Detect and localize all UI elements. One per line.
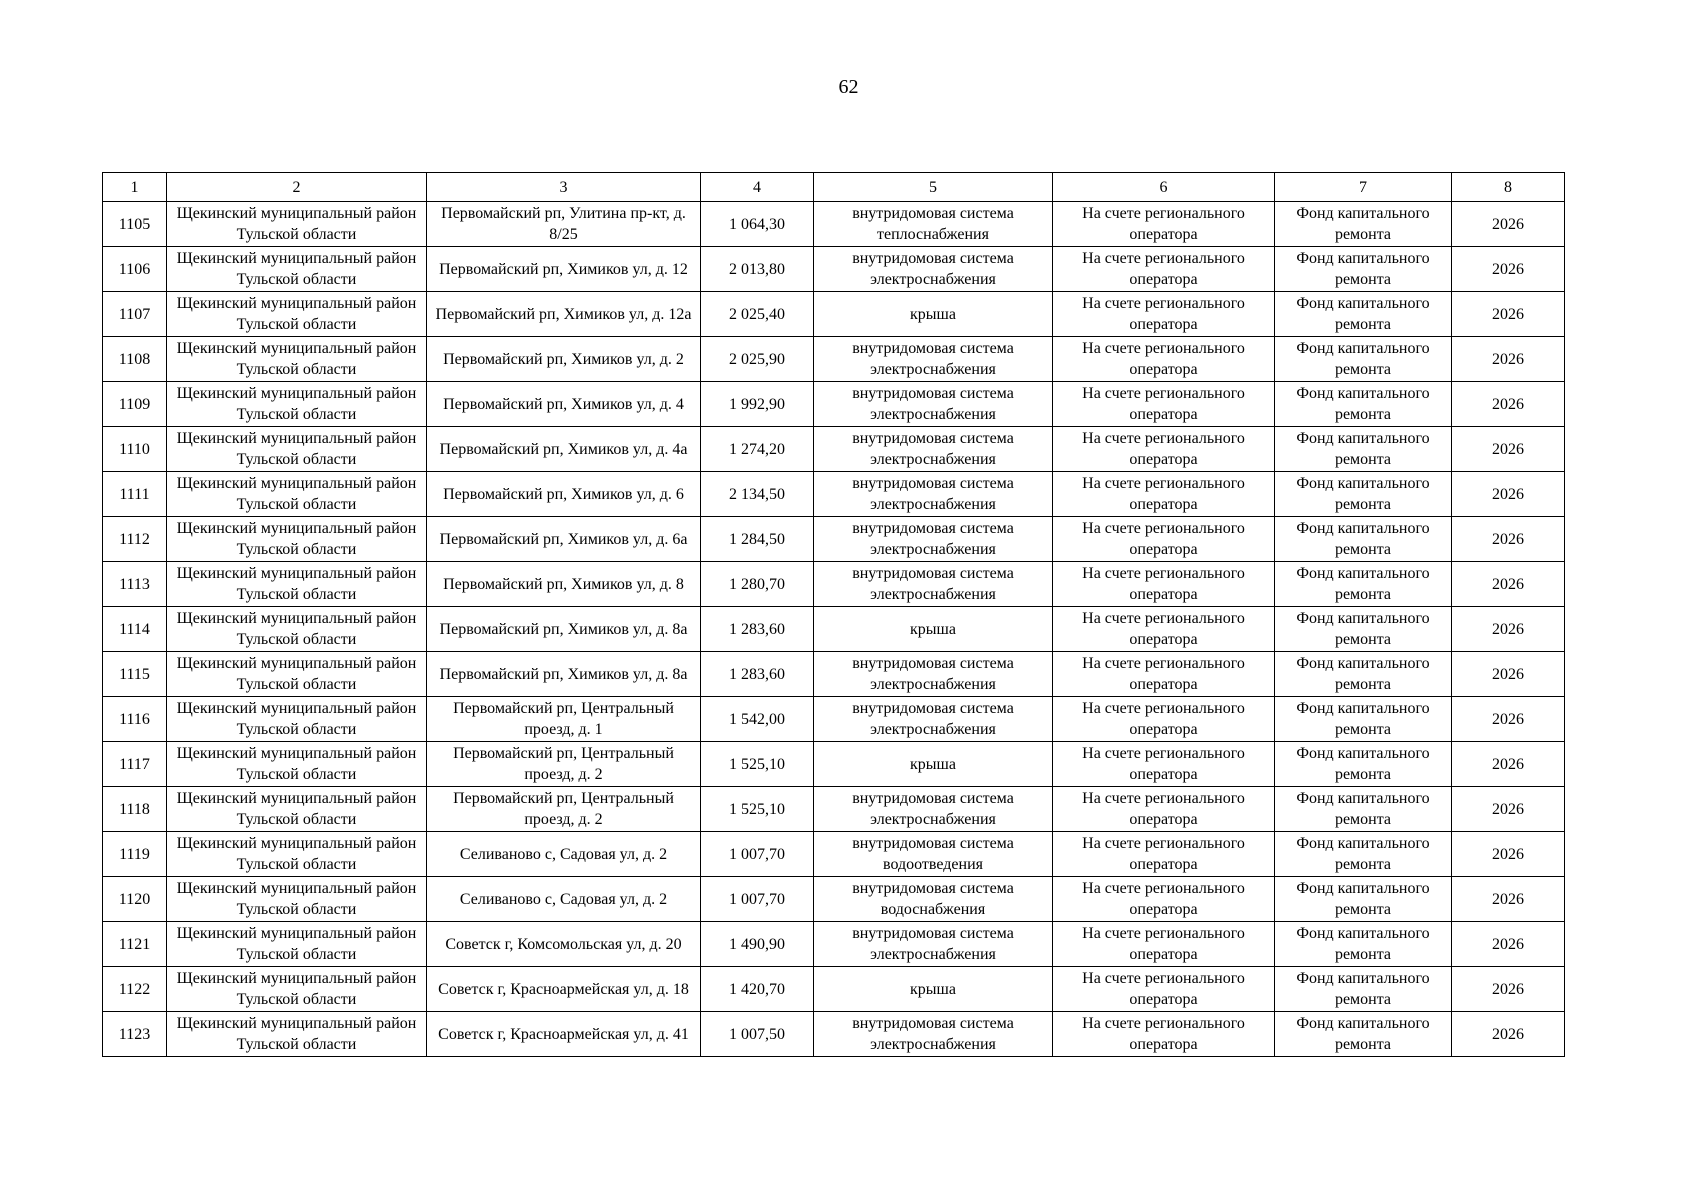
address-cell: Первомайский рп, Химиков ул, д. 4а xyxy=(427,427,701,472)
column-header-8: 8 xyxy=(1452,173,1565,202)
funding-source-cell: Фонд капитального ремонта xyxy=(1275,247,1452,292)
municipality-cell: Щекинский муниципальный район Тульской области xyxy=(167,607,427,652)
row-number-cell: 1106 xyxy=(103,247,167,292)
table-row xyxy=(103,967,1565,1012)
row-number-cell: 1111 xyxy=(103,472,167,517)
funding-source-cell: Фонд капитального ремонта xyxy=(1275,922,1452,967)
funding-source-cell: Фонд капитального ремонта xyxy=(1275,652,1452,697)
table-row xyxy=(103,832,1565,877)
row-number-cell: 1120 xyxy=(103,877,167,922)
address-cell: Первомайский рп, Химиков ул, д. 6а xyxy=(427,517,701,562)
area-cell: 1 525,10 xyxy=(701,742,814,787)
table-row xyxy=(103,247,1565,292)
table-row xyxy=(103,652,1565,697)
fund-location-cell: На счете регионального оператора xyxy=(1053,652,1275,697)
work-type-cell: внутридомовая система электроснабжения xyxy=(814,787,1053,832)
column-header-4: 4 xyxy=(701,173,814,202)
row-number-cell: 1112 xyxy=(103,517,167,562)
year-cell: 2026 xyxy=(1452,967,1565,1012)
address-cell: Первомайский рп, Центральный проезд, д. 2 xyxy=(427,742,701,787)
address-cell: Советск г, Красноармейская ул, д. 41 xyxy=(427,1012,701,1057)
area-cell: 1 490,90 xyxy=(701,922,814,967)
column-header-5: 5 xyxy=(814,173,1053,202)
funding-source-cell: Фонд капитального ремонта xyxy=(1275,427,1452,472)
funding-source-cell: Фонд капитального ремонта xyxy=(1275,202,1452,247)
address-cell: Советск г, Красноармейская ул, д. 18 xyxy=(427,967,701,1012)
column-header-6: 6 xyxy=(1053,173,1275,202)
funding-source-cell: Фонд капитального ремонта xyxy=(1275,832,1452,877)
funding-source-cell: Фонд капитального ремонта xyxy=(1275,787,1452,832)
funding-source-cell: Фонд капитального ремонта xyxy=(1275,472,1452,517)
table-header xyxy=(103,173,1565,202)
municipality-cell: Щекинский муниципальный район Тульской области xyxy=(167,382,427,427)
address-cell: Первомайский рп, Химиков ул, д. 8а xyxy=(427,652,701,697)
table-row xyxy=(103,382,1565,427)
work-type-cell: внутридомовая система водоотведения xyxy=(814,832,1053,877)
funding-source-cell: Фонд капитального ремонта xyxy=(1275,337,1452,382)
area-cell: 1 525,10 xyxy=(701,787,814,832)
municipality-cell: Щекинский муниципальный район Тульской области xyxy=(167,967,427,1012)
year-cell: 2026 xyxy=(1452,742,1565,787)
work-type-cell: внутридомовая система электроснабжения xyxy=(814,247,1053,292)
area-cell: 1 992,90 xyxy=(701,382,814,427)
row-number-cell: 1114 xyxy=(103,607,167,652)
area-cell: 2 013,80 xyxy=(701,247,814,292)
table-row xyxy=(103,517,1565,562)
area-cell: 1 280,70 xyxy=(701,562,814,607)
address-cell: Первомайский рп, Центральный проезд, д. 1 xyxy=(427,697,701,742)
fund-location-cell: На счете регионального оператора xyxy=(1053,1012,1275,1057)
year-cell: 2026 xyxy=(1452,562,1565,607)
year-cell: 2026 xyxy=(1452,337,1565,382)
funding-source-cell: Фонд капитального ремонта xyxy=(1275,1012,1452,1057)
row-number-cell: 1123 xyxy=(103,1012,167,1057)
municipality-cell: Щекинский муниципальный район Тульской области xyxy=(167,922,427,967)
row-number-cell: 1109 xyxy=(103,382,167,427)
municipality-cell: Щекинский муниципальный район Тульской области xyxy=(167,832,427,877)
area-cell: 1 420,70 xyxy=(701,967,814,1012)
area-cell: 1 007,50 xyxy=(701,1012,814,1057)
work-type-cell: внутридомовая система электроснабжения xyxy=(814,427,1053,472)
funding-source-cell: Фонд капитального ремонта xyxy=(1275,877,1452,922)
row-number-cell: 1108 xyxy=(103,337,167,382)
municipality-cell: Щекинский муниципальный район Тульской области xyxy=(167,292,427,337)
table-row xyxy=(103,787,1565,832)
row-number-cell: 1116 xyxy=(103,697,167,742)
table-row xyxy=(103,922,1565,967)
year-cell: 2026 xyxy=(1452,607,1565,652)
municipality-cell: Щекинский муниципальный район Тульской области xyxy=(167,472,427,517)
fund-location-cell: На счете регионального оператора xyxy=(1053,967,1275,1012)
address-cell: Первомайский рп, Химиков ул, д. 8 xyxy=(427,562,701,607)
work-type-cell: крыша xyxy=(814,967,1053,1012)
year-cell: 2026 xyxy=(1452,202,1565,247)
address-cell: Селиваново с, Садовая ул, д. 2 xyxy=(427,877,701,922)
fund-location-cell: На счете регионального оператора xyxy=(1053,247,1275,292)
address-cell: Первомайский рп, Химиков ул, д. 4 xyxy=(427,382,701,427)
row-number-cell: 1118 xyxy=(103,787,167,832)
area-cell: 1 064,30 xyxy=(701,202,814,247)
year-cell: 2026 xyxy=(1452,697,1565,742)
table-row xyxy=(103,742,1565,787)
area-cell: 1 274,20 xyxy=(701,427,814,472)
row-number-cell: 1119 xyxy=(103,832,167,877)
area-cell: 1 284,50 xyxy=(701,517,814,562)
table-row xyxy=(103,472,1565,517)
address-cell: Первомайский рп, Центральный проезд, д. 2 xyxy=(427,787,701,832)
work-type-cell: внутридомовая система электроснабжения xyxy=(814,697,1053,742)
area-cell: 1 283,60 xyxy=(701,652,814,697)
table-row xyxy=(103,202,1565,247)
year-cell: 2026 xyxy=(1452,292,1565,337)
work-type-cell: внутридомовая система электроснабжения xyxy=(814,382,1053,427)
municipality-cell: Щекинский муниципальный район Тульской области xyxy=(167,697,427,742)
address-cell: Первомайский рп, Химиков ул, д. 2 xyxy=(427,337,701,382)
column-header-7: 7 xyxy=(1275,173,1452,202)
row-number-cell: 1115 xyxy=(103,652,167,697)
address-cell: Селиваново с, Садовая ул, д. 2 xyxy=(427,832,701,877)
year-cell: 2026 xyxy=(1452,427,1565,472)
work-type-cell: крыша xyxy=(814,292,1053,337)
year-cell: 2026 xyxy=(1452,247,1565,292)
row-number-cell: 1122 xyxy=(103,967,167,1012)
funding-source-cell: Фонд капитального ремонта xyxy=(1275,697,1452,742)
area-cell: 2 025,90 xyxy=(701,337,814,382)
table-row xyxy=(103,877,1565,922)
address-cell: Первомайский рп, Улитина пр-кт, д. 8/25 xyxy=(427,202,701,247)
page-number: 62 xyxy=(838,76,859,98)
fund-location-cell: На счете регионального оператора xyxy=(1053,877,1275,922)
year-cell: 2026 xyxy=(1452,922,1565,967)
year-cell: 2026 xyxy=(1452,1012,1565,1057)
work-type-cell: внутридомовая система электроснабжения xyxy=(814,652,1053,697)
fund-location-cell: На счете регионального оператора xyxy=(1053,337,1275,382)
year-cell: 2026 xyxy=(1452,877,1565,922)
table-row xyxy=(103,562,1565,607)
table-row xyxy=(103,607,1565,652)
municipality-cell: Щекинский муниципальный район Тульской области xyxy=(167,202,427,247)
year-cell: 2026 xyxy=(1452,652,1565,697)
area-cell: 1 007,70 xyxy=(701,832,814,877)
capital-repair-table xyxy=(102,172,1565,1057)
row-number-cell: 1113 xyxy=(103,562,167,607)
funding-source-cell: Фонд капитального ремонта xyxy=(1275,382,1452,427)
year-cell: 2026 xyxy=(1452,517,1565,562)
table-body xyxy=(103,202,1565,1057)
funding-source-cell: Фонд капитального ремонта xyxy=(1275,517,1452,562)
row-number-cell: 1105 xyxy=(103,202,167,247)
work-type-cell: внутридомовая система электроснабжения xyxy=(814,922,1053,967)
work-type-cell: внутридомовая система электроснабжения xyxy=(814,337,1053,382)
funding-source-cell: Фонд капитального ремонта xyxy=(1275,607,1452,652)
municipality-cell: Щекинский муниципальный район Тульской области xyxy=(167,1012,427,1057)
funding-source-cell: Фонд капитального ремонта xyxy=(1275,742,1452,787)
fund-location-cell: На счете регионального оператора xyxy=(1053,427,1275,472)
year-cell: 2026 xyxy=(1452,832,1565,877)
address-cell: Советск г, Комсомольская ул, д. 20 xyxy=(427,922,701,967)
funding-source-cell: Фонд капитального ремонта xyxy=(1275,562,1452,607)
address-cell: Первомайский рп, Химиков ул, д. 12а xyxy=(427,292,701,337)
work-type-cell: внутридомовая система электроснабжения xyxy=(814,472,1053,517)
work-type-cell: внутридомовая система электроснабжения xyxy=(814,1012,1053,1057)
municipality-cell: Щекинский муниципальный район Тульской области xyxy=(167,517,427,562)
work-type-cell: внутридомовая система электроснабжения xyxy=(814,562,1053,607)
column-header-2: 2 xyxy=(167,173,427,202)
municipality-cell: Щекинский муниципальный район Тульской области xyxy=(167,742,427,787)
fund-location-cell: На счете регионального оператора xyxy=(1053,292,1275,337)
area-cell: 1 283,60 xyxy=(701,607,814,652)
area-cell: 2 134,50 xyxy=(701,472,814,517)
address-cell: Первомайский рп, Химиков ул, д. 12 xyxy=(427,247,701,292)
area-cell: 1 007,70 xyxy=(701,877,814,922)
municipality-cell: Щекинский муниципальный район Тульской области xyxy=(167,877,427,922)
column-header-1: 1 xyxy=(103,173,167,202)
work-type-cell: крыша xyxy=(814,607,1053,652)
year-cell: 2026 xyxy=(1452,472,1565,517)
header-row xyxy=(103,173,1565,202)
municipality-cell: Щекинский муниципальный район Тульской области xyxy=(167,427,427,472)
fund-location-cell: На счете регионального оператора xyxy=(1053,607,1275,652)
work-type-cell: внутридомовая система теплоснабжения xyxy=(814,202,1053,247)
row-number-cell: 1107 xyxy=(103,292,167,337)
municipality-cell: Щекинский муниципальный район Тульской области xyxy=(167,787,427,832)
fund-location-cell: На счете регионального оператора xyxy=(1053,742,1275,787)
work-type-cell: внутридомовая система водоснабжения xyxy=(814,877,1053,922)
fund-location-cell: На счете регионального оператора xyxy=(1053,202,1275,247)
address-cell: Первомайский рп, Химиков ул, д. 8а xyxy=(427,607,701,652)
fund-location-cell: На счете регионального оператора xyxy=(1053,922,1275,967)
fund-location-cell: На счете регионального оператора xyxy=(1053,472,1275,517)
year-cell: 2026 xyxy=(1452,787,1565,832)
area-cell: 1 542,00 xyxy=(701,697,814,742)
row-number-cell: 1117 xyxy=(103,742,167,787)
fund-location-cell: На счете регионального оператора xyxy=(1053,517,1275,562)
row-number-cell: 1121 xyxy=(103,922,167,967)
municipality-cell: Щекинский муниципальный район Тульской области xyxy=(167,247,427,292)
table-row xyxy=(103,427,1565,472)
fund-location-cell: На счете регионального оператора xyxy=(1053,382,1275,427)
table-row xyxy=(103,292,1565,337)
funding-source-cell: Фонд капитального ремонта xyxy=(1275,967,1452,1012)
row-number-cell: 1110 xyxy=(103,427,167,472)
column-header-3: 3 xyxy=(427,173,701,202)
work-type-cell: крыша xyxy=(814,742,1053,787)
table-row xyxy=(103,337,1565,382)
fund-location-cell: На счете регионального оператора xyxy=(1053,697,1275,742)
municipality-cell: Щекинский муниципальный район Тульской области xyxy=(167,562,427,607)
area-cell: 2 025,40 xyxy=(701,292,814,337)
work-type-cell: внутридомовая система электроснабжения xyxy=(814,517,1053,562)
table-row xyxy=(103,1012,1565,1057)
table-row xyxy=(103,697,1565,742)
funding-source-cell: Фонд капитального ремонта xyxy=(1275,292,1452,337)
fund-location-cell: На счете регионального оператора xyxy=(1053,832,1275,877)
year-cell: 2026 xyxy=(1452,382,1565,427)
municipality-cell: Щекинский муниципальный район Тульской области xyxy=(167,652,427,697)
municipality-cell: Щекинский муниципальный район Тульской области xyxy=(167,337,427,382)
fund-location-cell: На счете регионального оператора xyxy=(1053,562,1275,607)
address-cell: Первомайский рп, Химиков ул, д. 6 xyxy=(427,472,701,517)
fund-location-cell: На счете регионального оператора xyxy=(1053,787,1275,832)
